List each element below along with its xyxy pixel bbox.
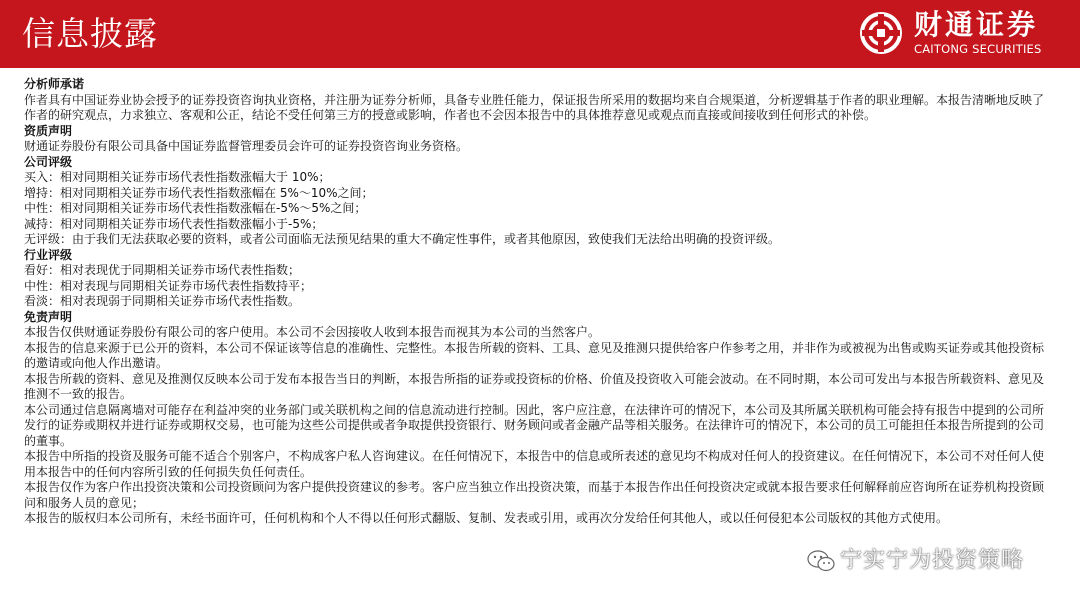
analyst-commitment-text: 作者具有中国证券业协会授予的证券投资咨询执业资格，并注册为证券分析师，具备专业胜任能力，保证报告所采用的数据均来自合规渠道，分析逻辑基于作者的职业理解。本报告清晰地反映了作者的研究观点，力求独立、客观和公正，结论不受任何第三方的授意或影响，作者也不会因本报告中的具体推荐意见或观点而直接或间接收到任何形式的补偿。	[24, 92, 1045, 122]
disclaimer-paragraph: 本报告仅供财通证券股份有限公司的客户使用。本公司不会因接收人收到本报告而视其为本公司的当然客户。	[24, 325, 601, 339]
caitong-logo-icon	[858, 10, 908, 56]
disclaimer-paragraph: 本报告的信息来源于已公开的资料，本公司不保证该等信息的准确性、完整性。本报告所载的资料、工具、意见及推测只提供给客户作参考之用，并非作为或被视为出售或购买证券或其他投资标的邀请或向他人作出邀请。	[24, 340, 1045, 370]
industry-rating-negative: 看淡：相对表现弱于同期相关证券市场代表性指数。	[24, 294, 301, 308]
industry-rating-positive: 看好：相对表现优于同期相关证券市场代表性指数；	[24, 263, 301, 277]
company-rating-underweight: 减持：相对同期相关证券市场代表性指数涨幅小于-5%；	[24, 216, 324, 231]
brand-name-en: CAITONG SECURITIES	[914, 42, 1042, 56]
disclaimer-paragraph: 本报告的版权归本公司所有，未经书面许可，任何机构和个人不得以任何形式翻版、复制、发表或引用，或再次分发给任何其他人，或以任何侵犯本公司版权的其他方式使用。	[24, 511, 949, 525]
section-heading-qualification: 资质声明	[24, 123, 73, 138]
disclaimer-paragraph: 本公司通过信息隔离墙对可能存在利益冲突的业务部门或关联机构之间的信息流动进行控制。因此，客户应注意，在法律许可的情况下，本公司及其所属关联机构可能会持有报告中提到的公司所发行的证券或期权并进行证券或期权交易，也可能为这些公司提供或者争取提供投资银行、财务顾问或者金融产品等相关服务。在法律许可的情况下，本公司的员工可能担任本报告所提到的公司的董事。	[24, 402, 1045, 448]
disclaimer-paragraph: 本报告仅作为客户作出投资决策和公司投资顾问为客户提供投资建议的参考。客户应当独立作出投资决策，而基于本报告作出任何投资决定或就本报告要求任何解释前应咨询所在证券机构投资顾问和服务人员的意见；	[24, 480, 1045, 510]
section-heading-disclaimer: 免责声明	[24, 309, 73, 324]
disclosure-content	[24, 77, 1052, 527]
header-bar	[0, 0, 1080, 68]
disclaimer-paragraph: 本报告所载的资料、意见及推测仅反映本公司于发布本报告当日的判断，本报告所指的证券或投资标的价格、价值及投资收入可能会波动。在不同时期，本公司可发出与本报告所载资料、意见及推测不一致的报告。	[24, 371, 1045, 401]
qualification-text: 财通证券股份有限公司具备中国证券监督管理委员会许可的证券投资咨询业务资格。	[24, 139, 469, 153]
section-heading-industry-rating: 行业评级	[24, 247, 73, 262]
watermark-text: 宁实宁为投资策略	[840, 548, 1025, 573]
brand-name-cn: 财通证券	[914, 8, 1039, 41]
section-heading-company-rating: 公司评级	[24, 154, 73, 169]
watermark	[806, 546, 1024, 576]
page-title: 信息披露	[22, 14, 158, 53]
disclaimer-paragraph: 本报告中所指的投资及服务可能不适合个别客户，不构成客户私人咨询建议。在任何情况下，本报告中的信息或所表述的意见均不构成对任何人的投资建议。在任何情况下，本公司不对任何人使用本报告中的任何内容所引致的任何损失负任何责任。	[24, 449, 1045, 479]
section-heading-analyst-commitment: 分析师承诺	[24, 77, 85, 91]
company-rating-buy: 买入：相对同期相关证券市场代表性指数涨幅大于 10%；	[24, 170, 331, 184]
company-rating-unrated: 无评级：由于我们无法获取必要的资料，或者公司面临无法预见结果的重大不确定性事件，或者其他原因，致使我们无法给出明确的投资评级。	[24, 232, 781, 246]
company-rating-overweight: 增持：相对同期相关证券市场代表性指数涨幅在 5%～10%之间；	[24, 185, 374, 200]
wechat-icon	[806, 548, 836, 574]
company-rating-neutral: 中性：相对同期相关证券市场代表性指数涨幅在-5%～5%之间；	[24, 201, 367, 215]
industry-rating-neutral: 中性：相对表现与同期相关证券市场代表性指数持平；	[24, 278, 313, 293]
